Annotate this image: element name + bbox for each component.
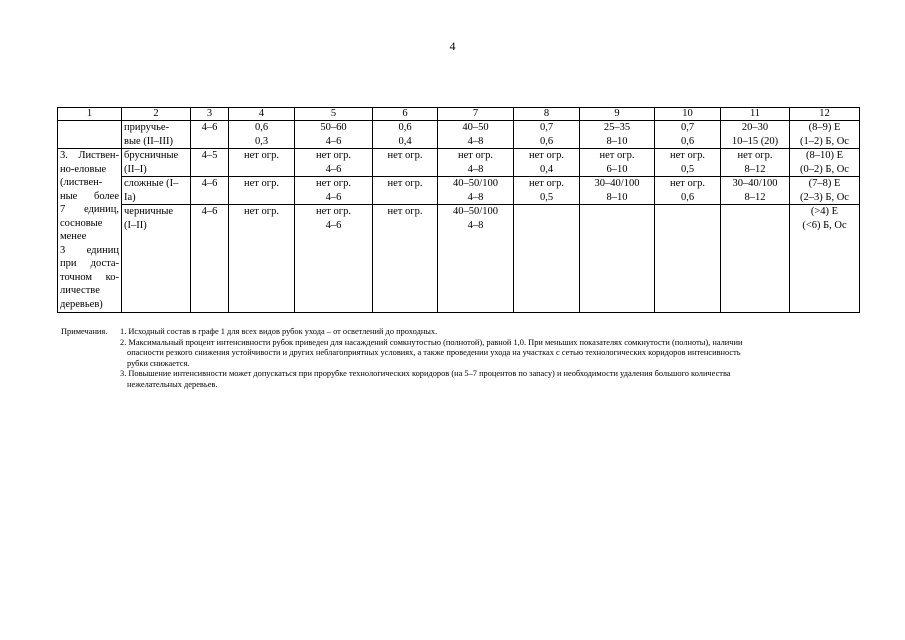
note-text [120, 369, 846, 390]
note-line: опасности резкого снижения устойчивости и других неблагоприятных условиях, а также проведении ухода на участках с сетью технологических коридоров интенсивность [127, 348, 741, 357]
cell-line: сложные (I– [124, 178, 179, 189]
cell-line: 0,7 [680, 122, 695, 133]
cell-line: вые (II–III) [124, 135, 174, 147]
cell-line: нет огр. [244, 150, 279, 161]
table-cell [295, 205, 373, 313]
cell-line: 4–6 [325, 219, 342, 231]
group-label-line: при доста- [60, 258, 119, 269]
notes-section [61, 327, 846, 390]
cell-line: нет огр. [529, 150, 564, 161]
cell-line: нет огр. [316, 150, 351, 161]
table-cell [790, 177, 860, 205]
cell-line: 4–6 [201, 122, 218, 133]
table-row [58, 205, 860, 313]
group-label-line: деревьев) [60, 298, 103, 310]
group-label-line: 7 единиц, [60, 204, 119, 215]
cell-line: 8–12 [744, 191, 766, 203]
cell-line: 40–50 [462, 122, 489, 133]
table-cell [514, 121, 580, 149]
table-cell [295, 177, 373, 205]
forest-type-cell [122, 205, 191, 313]
cell-line: (8–10) Е [805, 150, 844, 161]
cell-line: 6–10 [606, 163, 628, 175]
cell-line: приручье- [124, 122, 170, 133]
table-cell [580, 205, 655, 313]
cell-line: 4–8 [467, 191, 484, 203]
cell-line: 4–8 [467, 219, 484, 231]
table-cell [580, 177, 655, 205]
table-cell [373, 177, 438, 205]
group-label-line: личестве [60, 285, 100, 296]
table-cell [438, 177, 514, 205]
cell-line: нет огр. [458, 150, 493, 161]
cell-line: 4–8 [467, 135, 484, 147]
table-cell [191, 205, 229, 313]
table-cell [229, 177, 295, 205]
column-number-cell: 12 [790, 108, 860, 121]
group-label-line: сосновые [60, 217, 103, 229]
column-number-cell: 1 [58, 108, 122, 121]
note-line: нежелательных деревьев. [127, 379, 218, 389]
cell-line: нет огр. [387, 150, 423, 161]
table-cell [721, 121, 790, 149]
column-number-cell: 7 [438, 108, 514, 121]
table-cell [229, 121, 295, 149]
notes-heading: Примечания. [61, 327, 108, 336]
table-cell [721, 177, 790, 205]
table-cell [229, 149, 295, 177]
cell-line: 0,6 [539, 135, 554, 147]
forest-type-cell [122, 149, 191, 177]
table-cell [191, 177, 229, 205]
table-cell [721, 149, 790, 177]
column-number-cell: 5 [295, 108, 373, 121]
table-cell [295, 149, 373, 177]
forest-type-cell [122, 121, 191, 149]
group-label-line: точном ко- [60, 271, 119, 283]
column-number-cell: 3 [191, 108, 229, 121]
note-text [120, 338, 846, 370]
table-cell [655, 149, 721, 177]
column-number-cell: 2 [122, 108, 191, 121]
table-cell [373, 205, 438, 313]
table-cell [580, 149, 655, 177]
cell-line: 40–50/100 [453, 178, 498, 189]
cell-line: нет огр. [316, 178, 351, 189]
forest-care-table [57, 107, 860, 313]
cell-line: (>4) Е [810, 206, 839, 217]
column-number-cell: 6 [373, 108, 438, 121]
group-label-line: менее [60, 231, 87, 242]
group-label-line: но-еловые [60, 163, 107, 175]
cell-line: (0–2) Б, Ос [800, 163, 849, 175]
table-cell [373, 149, 438, 177]
cell-line: 50–60 [320, 122, 347, 133]
group-label-line: ные более [60, 190, 119, 202]
table-cell [229, 205, 295, 313]
cell-line: Ia) [124, 191, 136, 203]
cell-line: 0,6 [680, 135, 695, 147]
forest-group-label [58, 149, 122, 313]
cell-line: 20–30 [741, 122, 769, 133]
cell-line: нет огр. [670, 150, 705, 161]
forest-type-cell [122, 177, 191, 205]
note-line: 1. Исходный состав в графе 1 для всех видов рубок ухода – от осветлений до проходных. [120, 327, 438, 336]
cell-line: нет огр. [387, 178, 423, 189]
table-cell [721, 205, 790, 313]
note-indent [61, 338, 120, 370]
group-label-line: 3. Листвен- [60, 150, 119, 161]
cell-line: 4–8 [467, 163, 484, 175]
table-cell [438, 121, 514, 149]
cell-line: нет огр. [387, 206, 423, 217]
table-cell [790, 121, 860, 149]
cell-line: нет огр. [529, 178, 564, 189]
table-cell [514, 149, 580, 177]
column-number-cell: 10 [655, 108, 721, 121]
table-row [58, 177, 860, 205]
table-cell [373, 121, 438, 149]
cell-line: 8–10 [606, 191, 628, 203]
column-number-cell: 9 [580, 108, 655, 121]
column-number-cell: 11 [721, 108, 790, 121]
note-line: 2. Максимальный процент интенсивности рубок приведен для насаждений сомкнутостью (полнотой), равной 1,0. При меньших показателях сомкнутости (полноты), наличии [120, 337, 743, 347]
column-number-cell: 4 [229, 108, 295, 121]
cell-line: 0,5 [539, 191, 554, 203]
cell-line: (I–II) [124, 219, 147, 231]
table-cell [655, 177, 721, 205]
note-item [61, 327, 846, 338]
note-line: 3. Повышение интенсивности может допускаться при прорубке технологических коридоров (на 5–7 процентов по запасу) и необходимости удаления большого количества [120, 369, 731, 378]
column-number-cell: 8 [514, 108, 580, 121]
cell-line: 0,6 [254, 122, 269, 133]
cell-line: нет огр. [737, 150, 773, 161]
cell-line: 0,3 [254, 135, 269, 147]
table-cell [514, 177, 580, 205]
cell-line: 0,4 [398, 135, 412, 147]
table-cell [514, 205, 580, 313]
cell-line: (<6) Б, Ос [802, 219, 847, 231]
cell-line: (1–2) Б, Ос [800, 135, 849, 147]
cell-line: 40–50/100 [453, 206, 498, 217]
note-item [61, 369, 846, 390]
cell-line: черничные [124, 206, 174, 217]
cell-line: (II–I) [124, 163, 147, 175]
cell-line: (8–9) Е [808, 122, 841, 133]
cell-line: 4–6 [201, 178, 218, 189]
cell-line: 4–6 [325, 163, 342, 175]
cell-line: 4–6 [325, 191, 342, 203]
column-number-row [58, 108, 860, 121]
cell-line: брусничные [124, 150, 179, 161]
cell-line: 25–35 [603, 122, 631, 133]
cell-line: 4–6 [325, 135, 342, 147]
cell-line: нет огр. [244, 178, 279, 189]
cell-line: 4–5 [201, 150, 218, 161]
table-cell [191, 121, 229, 149]
table-cell [295, 121, 373, 149]
cell-line: 4–6 [201, 206, 218, 217]
note-line: рубки снижается. [127, 358, 190, 368]
table-cell [790, 149, 860, 177]
table-cell [655, 121, 721, 149]
page-number: 4 [449, 39, 456, 53]
cell-line: нет огр. [244, 206, 279, 217]
cell-line: 0,6 [680, 191, 695, 203]
table-cell [790, 205, 860, 313]
table-cell [191, 149, 229, 177]
cell-line: 30–40/100 [732, 178, 778, 189]
cell-line: 10–15 (20) [731, 135, 779, 147]
table-cell [58, 121, 122, 149]
note-indent [61, 369, 120, 390]
table-row [58, 149, 860, 177]
cell-line: 0,4 [539, 163, 554, 175]
cell-line: (7–8) Е [808, 178, 841, 189]
cell-line: 0,6 [398, 122, 412, 133]
cell-line: 0,5 [680, 163, 695, 175]
note-text [120, 327, 846, 338]
group-label-line: (листвен- [60, 177, 103, 188]
group-label-line: 3 единиц [60, 244, 119, 256]
cell-line: 0,7 [539, 122, 554, 133]
table-cell [580, 121, 655, 149]
cell-line: нет огр. [670, 178, 705, 189]
cell-line: 8–12 [744, 163, 766, 175]
cell-line: нет огр. [599, 150, 635, 161]
table-cell [655, 205, 721, 313]
cell-line: 8–10 [606, 135, 628, 147]
cell-line: 30–40/100 [594, 178, 640, 189]
cell-line: (2–3) Б, Ос [800, 191, 849, 203]
table-cell [438, 149, 514, 177]
note-item [61, 338, 846, 370]
table-cell [438, 205, 514, 313]
cell-line: нет огр. [316, 206, 351, 217]
table-row [58, 121, 860, 149]
